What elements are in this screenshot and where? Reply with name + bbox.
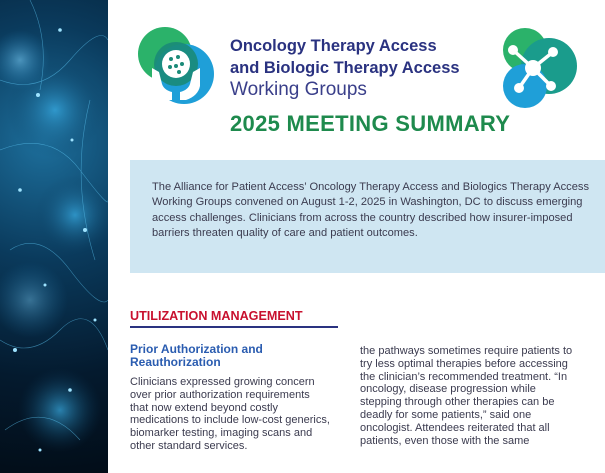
- title-line-2: and Biologic Therapy Access: [230, 59, 460, 77]
- title-block: [230, 35, 490, 101]
- title-line-3: Working Groups: [230, 79, 367, 100]
- body-column-2: [360, 345, 580, 447]
- intro-box: [130, 160, 605, 273]
- section-divider: [130, 326, 338, 328]
- page-content: [108, 0, 605, 473]
- side-image: [0, 0, 108, 473]
- intro-text: The Alliance for Patient Access’ Oncology Therapy Access and Biologics Therapy Access Working Groups convened on August 1-2, 2025 in Washington, DC to discuss emerging access challenges. Clinicians from across the country described how insurer-imposed barriers threaten quality of care and patient outcomes.: [152, 181, 589, 239]
- title-line-1: Oncology Therapy Access: [230, 37, 437, 55]
- pill-hands-icon: [132, 26, 218, 110]
- molecule-icon: [491, 28, 581, 108]
- meeting-summary-heading: 2025 MEETING SUMMARY: [230, 111, 511, 136]
- section-heading: UTILIZATION MANAGEMENT: [130, 309, 303, 323]
- body-column-1: [130, 376, 330, 453]
- column-2-text: the pathways sometimes require patients to try less optimal therapies before accessing the clinician’s recommended treatment. “In oncology, disease progression while stepping through other therapies can be deadly for some patients,” said one oncologist. Attendees reiterated that all patients, even those with the same: [360, 345, 573, 447]
- subsection-heading: Prior Authorization and Reauthorization: [130, 342, 263, 369]
- column-1-text: Clinicians expressed growing concern over prior authorization requirements that now extend beyond costly medications to include low-cost generics, biomarker testing, imaging scans and other standard services.: [130, 376, 330, 452]
